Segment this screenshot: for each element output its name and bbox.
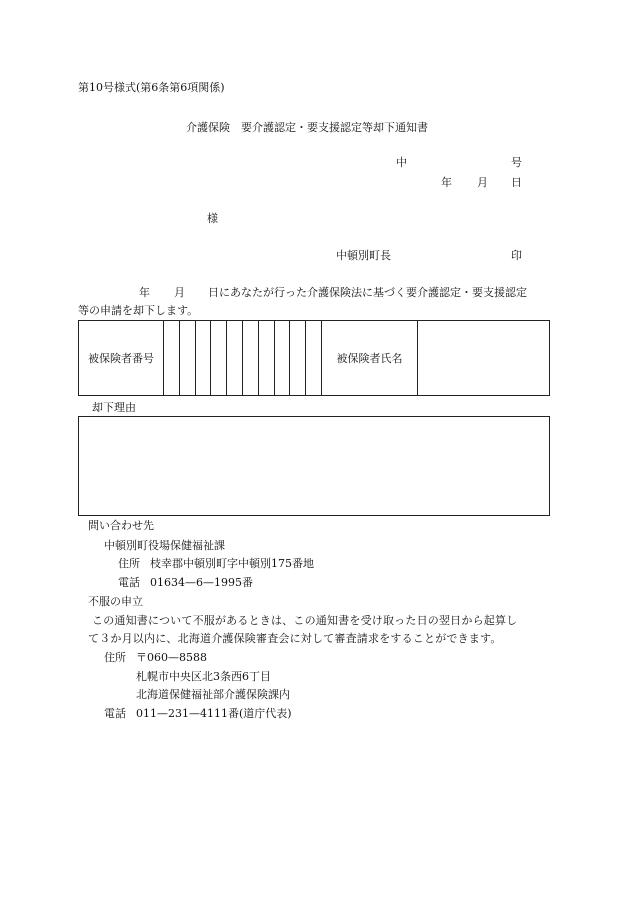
issuer-name: 中頓別町長 [336,249,391,262]
appeal-tel: 011—231—4111番(道庁代表) [136,707,292,720]
date-month: 月 [477,176,488,189]
insured-number-label: 被保険者番号 [79,321,164,395]
body-text-line2: 等の申請を却下します。 [78,304,199,317]
insured-name-label: 被保険者氏名 [322,321,418,395]
insured-number-digit-cell[interactable] [196,321,212,395]
insured-name-field[interactable] [418,321,549,395]
document-title: 介護保険 要介護認定・要支援認定等却下通知書 [186,121,428,134]
insured-number-digit-cell[interactable] [164,321,180,395]
appeal-postal-code: 〒060—8588 [136,651,207,664]
appeal-text-line1: この通知書について不服があるときは、この通知書を受け取った日の翌日から起算し [92,614,518,627]
inquiry-department: 中頓別町役場保健福祉課 [104,539,225,552]
body-year: 年 [139,286,150,299]
rejection-reason-label: 却下理由 [92,401,136,414]
insured-number-digit-cell[interactable] [211,321,227,395]
doc-number-prefix: 中 [396,156,407,169]
date-day: 日 [511,176,522,189]
rejection-reason-box[interactable] [78,416,550,516]
insured-number-digit-cell[interactable] [227,321,243,395]
insured-number-digit-cell[interactable] [290,321,306,395]
appeal-address-label: 住所 [104,651,126,664]
insured-number-digit-cell[interactable] [259,321,275,395]
date-year: 年 [441,176,452,189]
body-text: 日にあなたが行った介護保険法に基づく要介護認定・要支援認定 [208,286,527,299]
inquiry-address-label: 住所 [118,557,140,570]
insured-number-digit-cell[interactable] [243,321,259,395]
inquiry-heading: 問い合わせ先 [88,519,154,532]
inquiry-tel: 01634—6—1995番 [150,576,253,589]
insured-info-table [78,320,550,396]
appeal-heading: 不服の申立 [88,595,143,608]
appeal-address-line1: 札幌市中央区北3条西6丁目 [136,670,271,683]
issuer-seal: 印 [511,249,522,262]
body-month: 月 [174,286,185,299]
inquiry-tel-label: 電話 [118,576,140,589]
form-number: 第10号様式(第6条第6項関係) [78,81,225,94]
insured-number-digit-cell[interactable] [180,321,196,395]
appeal-address-line2: 北海道保健福祉部介護保険課内 [136,688,290,701]
recipient-suffix: 様 [207,212,218,225]
appeal-tel-label: 電話 [104,707,126,720]
inquiry-address: 枝幸郡中頓別町字中頓別175番地 [150,557,314,570]
insured-number-digit-cell[interactable] [275,321,291,395]
insured-number-digit-cell[interactable] [306,321,322,395]
appeal-text-line2: て３か月以内に、北海道介護保険審査会に対して審査請求をすることができます。 [88,632,502,645]
doc-number-suffix: 号 [511,156,522,169]
